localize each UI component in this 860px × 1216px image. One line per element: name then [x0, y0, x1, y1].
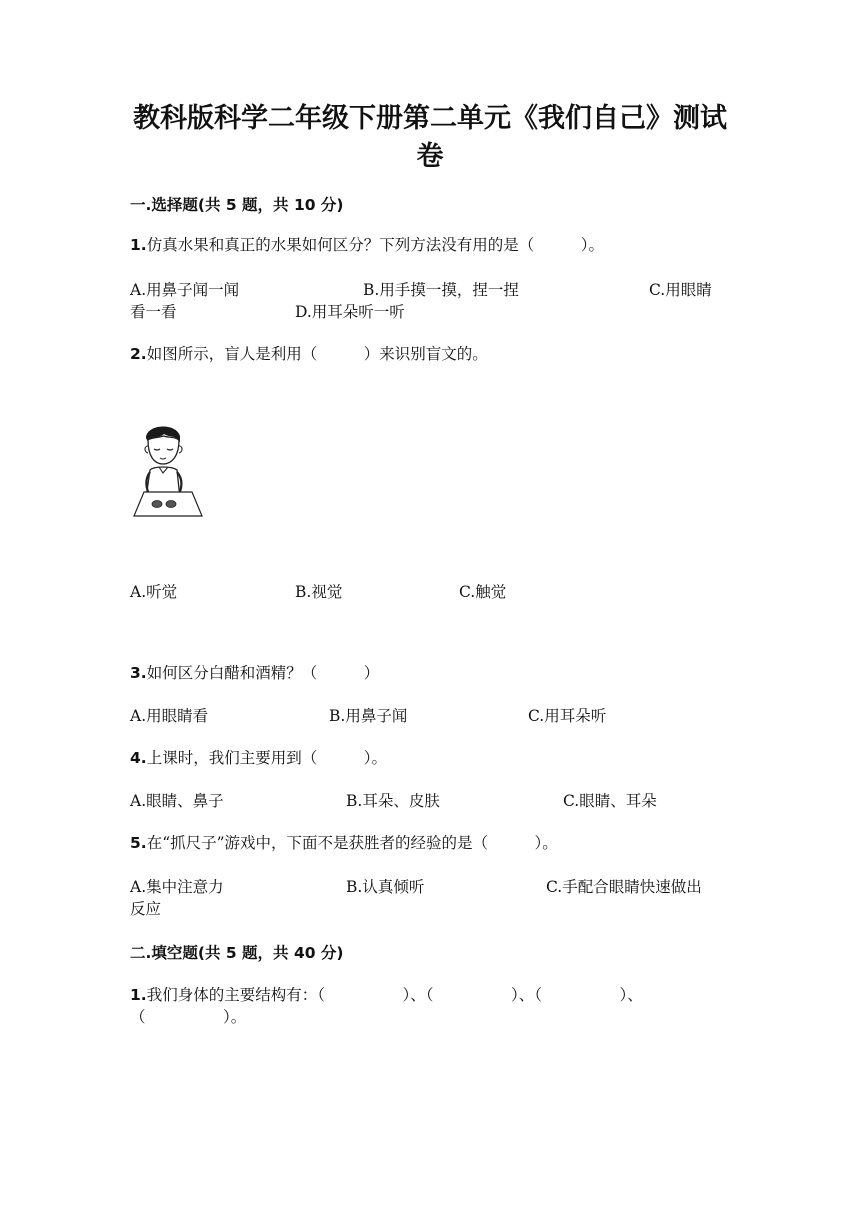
fill-question-1 — [130, 984, 730, 1028]
q4-option-c: C.眼睛、耳朵 — [563, 792, 657, 810]
q2-option-c: C.触觉 — [459, 583, 507, 601]
question-text-line-2: （ ）。 — [130, 1008, 247, 1026]
q3-option-a: A.用眼睛看 — [130, 707, 209, 725]
q5-option-a: A.集中注意力 — [130, 878, 224, 896]
question-4 — [130, 747, 730, 769]
question-text: 在“抓尺子”游戏中，下面不是获胜者的经验的是（ ）。 — [146, 834, 558, 852]
question-text: 如图所示，盲人是利用（ ）来识别盲文的。 — [146, 345, 488, 363]
q3-option-b: B.用鼻子闻 — [329, 707, 408, 725]
blind-reader-figure — [130, 420, 205, 520]
q1-option-b: B.用手摸一摸，捏一捏 — [363, 281, 519, 299]
question-2 — [130, 343, 730, 365]
section-heading-choice: 一.选择题(共 5 题，共 10 分) — [130, 196, 344, 214]
question-number: 1. — [130, 986, 147, 1004]
q2-option-a: A.听觉 — [130, 583, 178, 601]
question-text: 仿真水果和真正的水果如何区分？下列方法没有用的是（ ）。 — [146, 236, 604, 254]
exam-title — [130, 100, 730, 176]
question-number: 4. — [130, 749, 147, 767]
q4-option-a: A.眼睛、鼻子 — [130, 792, 224, 810]
q1-option-c: C.用眼睛 — [649, 281, 712, 299]
title-line-2: 卷 — [416, 141, 444, 172]
q5-option-c-wrap: 反应 — [130, 900, 162, 918]
q5-option-c: C.手配合眼睛快速做出 — [546, 878, 702, 896]
question-text: 上课时，我们主要用到（ ）。 — [146, 749, 387, 767]
title-line-1: 教科版科学二年级下册第二单元《我们自己》测试 — [133, 103, 727, 134]
question-number: 2. — [130, 345, 147, 363]
question-number: 5. — [130, 834, 147, 852]
q5-option-b: B.认真倾听 — [346, 878, 425, 896]
q4-option-b: B.耳朵、皮肤 — [346, 792, 440, 810]
q1-option-a: A.用鼻子闻一闻 — [130, 281, 240, 299]
q1-option-d: D.用耳朵听一听 — [295, 303, 405, 321]
question-number: 1. — [130, 236, 147, 254]
question-text-line-1: 我们身体的主要结构有：（ ）、（ ）、（ ）、 — [146, 986, 643, 1004]
question-5 — [130, 832, 730, 854]
section-heading-fill: 二.填空题(共 5 题，共 40 分) — [130, 944, 344, 962]
question-3 — [130, 662, 730, 684]
question-1 — [130, 234, 730, 256]
question-number: 3. — [130, 664, 147, 682]
q2-option-b: B.视觉 — [295, 583, 343, 601]
q3-option-c: C.用耳朵听 — [528, 707, 607, 725]
q1-option-c-wrap: 看一看 — [130, 303, 177, 321]
question-text: 如何区分白醋和酒精？（ ） — [146, 664, 380, 682]
